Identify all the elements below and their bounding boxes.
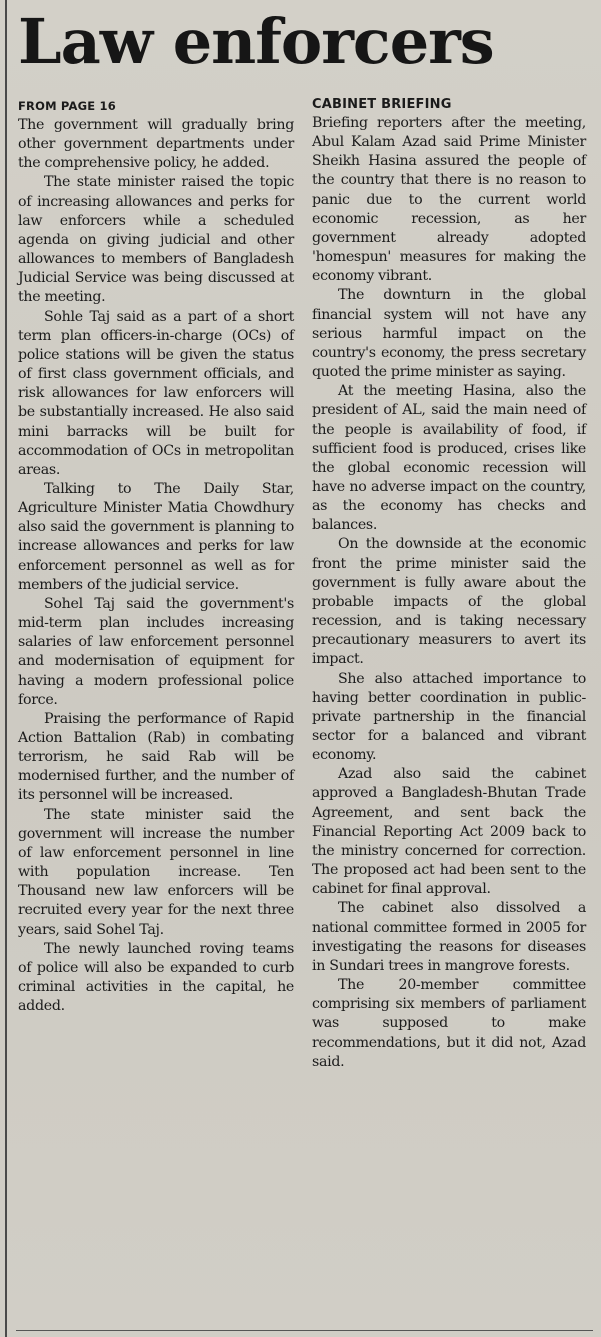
article-paragraph: She also attached importance to having better coordination in public-private partnership in the financial sector for a balanced and vibrant economy. [312,670,586,764]
article-paragraph: At the meeting Hasina, also the president of AL, said the main need of the people is availability of food, if sufficient food is produced, crises like the global economic recession will have no adverse impact on the country, as the economy has checks and balances. [312,383,586,534]
article-paragraph: The 20-member committee comprising six members of parliament was supposed to make recommendations, but it did not, Azad said. [312,977,586,1070]
article-paragraph: On the downside at the economic front the prime minister said the government is fully aware about the probable impacts of the global recession, and is taking necessary precautionary measurers to avert its impact. [312,536,586,668]
article-paragraph: The state minister raised the topic of increasing allowances and perks for law enforcers while a scheduled agenda on giving judicial and other allowances to members of Bangladesh Judicial Service was being discussed at the meeting. [18,174,294,306]
article-column-right [312,96,586,1072]
article-paragraph: Briefing reporters after the meeting, Abul Kalam Azad said Prime Minister Sheikh Hasina assured the people of the country that there is no reason to panic due to the current world economic recession, as her government already adopted 'homespun' measures for making the economy vibrant. [312,115,586,285]
headline: Law enforcers [18,5,494,78]
section-subhead: CABINET BRIEFING [312,97,452,112]
article-paragraph: Praising the performance of Rapid Action Battalion (Rab) in combating terrorism, he said Rab will be modernised further, and the number of its personnel will be increased. [18,710,294,804]
article-column-left [18,96,294,1016]
article-paragraph: Sohle Taj said as a part of a short term plan officers-in-charge (OCs) of police stations will be given the status of first class government officials, and risk allowances for law enforcers will be substantially increased. He also said mini barracks will be built for accommodation of OCs in metropolitan areas. [18,308,294,478]
article-paragraph: The newly launched roving teams of police will also be expanded to curb criminal activities in the capital, he added. [18,940,294,1015]
column-rule-left [5,0,7,1337]
article-paragraph: The state minister said the government will increase the number of law enforcement personnel in line with population increase. Ten Thousand new law enforcers will be recruited every year for the next three years, said Sohel Taj. [18,806,294,938]
bottom-rule [16,1330,593,1331]
article-paragraph: The government will gradually bring other government departments under the comprehensive policy, he added. [18,117,294,172]
article-paragraph: Talking to The Daily Star, Agriculture Minister Matia Chowdhury also said the government is planning to increase allowances and perks for law enforcement personnel as well as for members of the judicial service. [18,480,294,593]
article-paragraph: Azad also said the cabinet approved a Bangladesh-Bhutan Trade Agreement, and sent back the Financial Reporting Act 2009 back to the ministry concerned for correction. The proposed act had been sent to the cabinet for final approval. [312,766,586,898]
article-paragraph: Sohel Taj said the government's mid-term plan includes increasing salaries of law enforcement personnel and modernisation of equipment for having a modern professional police force. [18,595,294,708]
article-paragraph: The downturn in the global financial system will not have any serious harmful impact on the country's economy, the press secretary quoted the prime minister as saying. [312,287,586,381]
article-paragraph: The cabinet also dissolved a national committee formed in 2005 for investigating the reasons for diseases in Sundari trees in mangrove forests. [312,900,586,974]
continuation-kicker: FROM PAGE 16 [18,99,116,113]
